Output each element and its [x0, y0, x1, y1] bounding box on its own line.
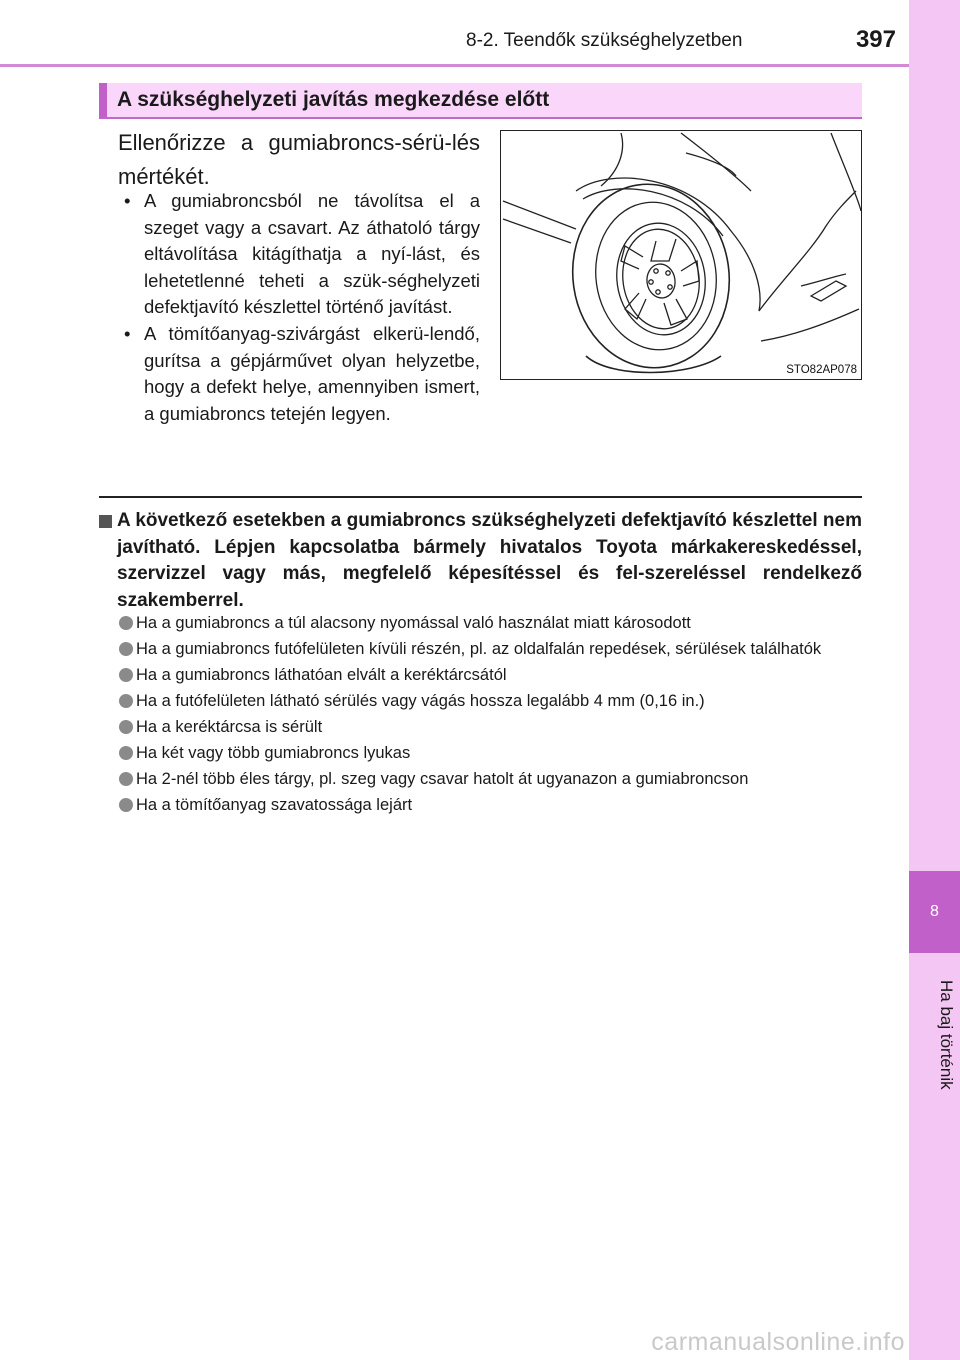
bullet-marker: •: [124, 322, 131, 344]
condition-text: Ha 2-nél több éles tárgy, pl. szeg vagy csavar hatolt át ugyanazon a gumiabroncson: [136, 770, 749, 788]
intro-bullet-list: [122, 188, 480, 427]
intro-lead: Ellenőrizze a gumiabroncs-sérü-lés mértékét.: [118, 130, 480, 189]
section-heading-bar: [99, 83, 862, 119]
page-number: 397: [855, 26, 896, 53]
side-tab-strip: [909, 0, 960, 1360]
list-item: [99, 664, 862, 686]
list-item: [122, 321, 480, 427]
condition-text: Ha a tömítőanyag szavatossága lejárt: [136, 796, 413, 814]
circle-bullet-icon: [119, 694, 133, 708]
bullet-text: A tömítőanyag-szivárgást elkerü-lendő, gurítsa a gépjárművet olyan helyzetbe, hogy a defekt helye, amennyiben ismert, a gumiabroncs tetején legyen.: [144, 322, 480, 424]
condition-text: Ha a gumiabroncs futófelületen kívüli részén, pl. az oldalfalán repedések, sérülések találhatók: [136, 640, 822, 658]
conditions-heading: [99, 508, 862, 614]
circle-bullet-icon: [119, 798, 133, 812]
header-rule: [0, 64, 909, 67]
list-item: [99, 690, 862, 712]
section-divider: [99, 496, 862, 498]
watermark: carmanualsonline.info: [651, 1328, 905, 1356]
list-item: [99, 612, 862, 634]
condition-text: Ha a gumiabroncs láthatóan elvált a keréktárcsától: [136, 666, 507, 684]
circle-bullet-icon: [119, 616, 133, 630]
condition-text: Ha a gumiabroncs a túl alacsony nyomással való használat miatt károsodott: [136, 614, 691, 632]
circle-bullet-icon: [119, 668, 133, 682]
list-item: [122, 188, 480, 321]
condition-text: Ha két vagy több gumiabroncs lyukas: [136, 744, 411, 762]
list-item: [99, 768, 862, 790]
section-title: A szükséghelyzeti javítás megkezdése előtt: [117, 88, 550, 111]
conditions-heading-text: A következő esetekben a gumiabroncs szükséghelyzeti defektjavító készlettel nem javítható. Lépjen kapcsolatba bármely hivatalos Toyota márkakereskedéssel, szervizzel vagy más, megfelelő képesítéssel és fel-szereléssel rendelkező szakemberrel.: [117, 510, 862, 611]
chapter-number: 8: [930, 903, 939, 920]
list-item: [99, 794, 862, 816]
running-header-section: 8-2. Teendők szükséghelyzetben: [466, 30, 743, 51]
condition-text: Ha a keréktárcsa is sérült: [136, 718, 323, 736]
circle-bullet-icon: [119, 746, 133, 760]
condition-text: Ha a futófelületen látható sérülés vagy vágás hossza legalább 4 mm (0,16 in.): [136, 692, 705, 710]
circle-bullet-icon: [119, 642, 133, 656]
circle-bullet-icon: [119, 772, 133, 786]
conditions-list: [99, 612, 862, 820]
figure-code: STO82AP078: [786, 364, 857, 376]
list-item: [99, 716, 862, 738]
bullet-marker: •: [124, 190, 131, 211]
circle-bullet-icon: [119, 720, 133, 734]
list-item: [99, 638, 862, 660]
square-bullet-icon: [99, 515, 112, 528]
chapter-number-tab[interactable]: [909, 871, 960, 953]
flat-tire-drawing: [501, 131, 861, 379]
chapter-label: Ha baj történik: [937, 980, 956, 1090]
tire-illustration: [500, 130, 862, 380]
bullet-text: A gumiabroncsból ne távolítsa el a szeget vagy a csavart. Az áthatoló tárgy eltávolítása kitágíthatja a nyí-lást, és lehetetlenné teheti a szük-séghelyzeti defektjavító készlettel történő javítást.: [144, 190, 480, 318]
list-item: [99, 742, 862, 764]
